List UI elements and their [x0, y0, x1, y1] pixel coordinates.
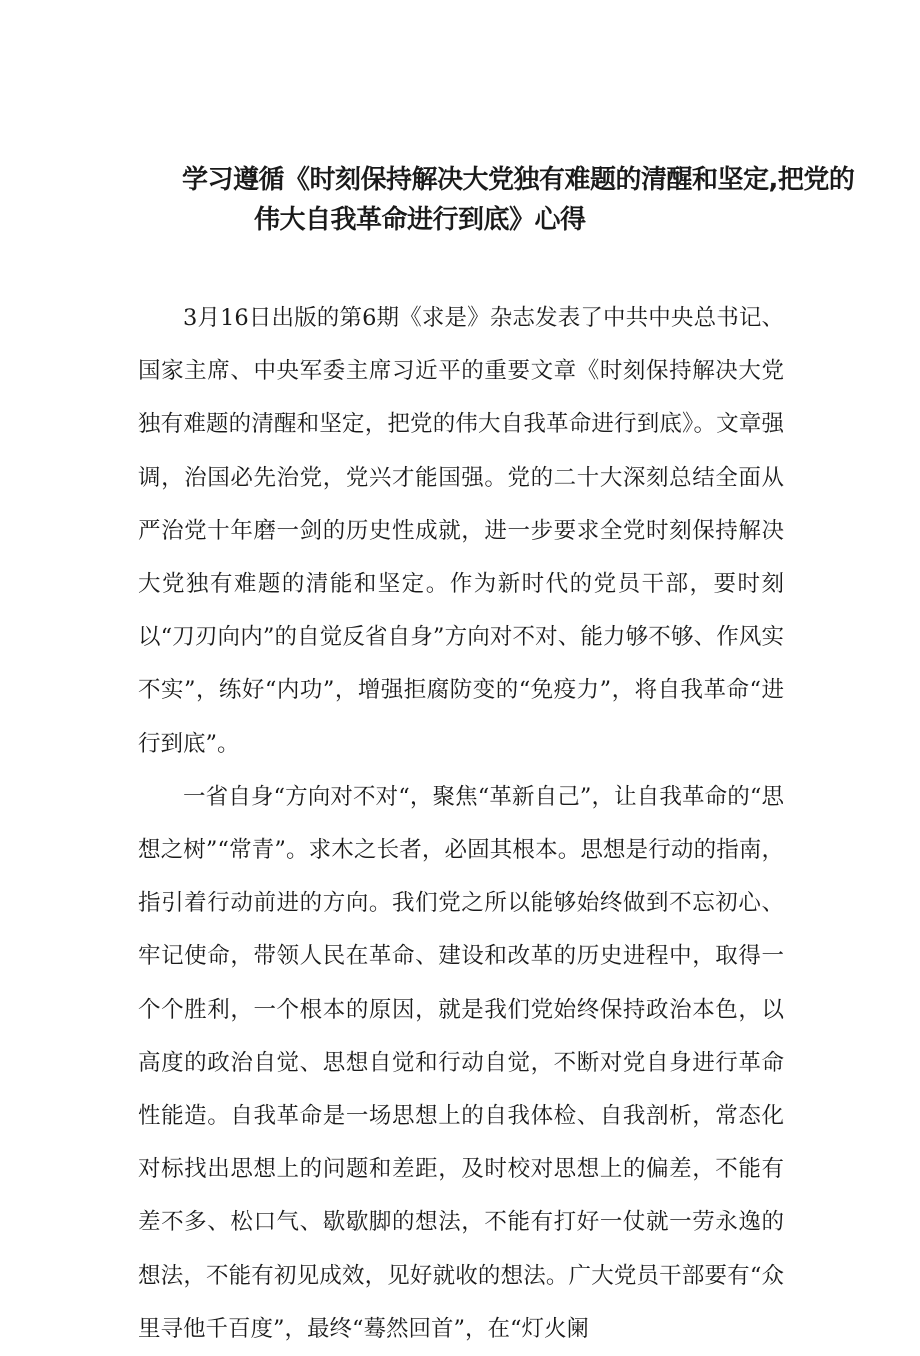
paragraph-2: 一省自身“方向对不对“，聚焦“革新自己”，让自我革命的“思想之树”“常青”。求木之长者，必固其根本。思想是行动的指南，指引着行动前进的方向。我们党之所以能够始终做到不忘初心、牢记使命，带领人民在革命、建设和改革的历史进程中，取得一个个胜利，一个根本的原因，就是我们党始终保持政治本色，以高度的政治自觉、思想自觉和行动自觉，不断对党自身进行革命性能造。自我革命是一场思想上的自我体检、自我剖析，常态化对标找出思想上的问题和差距，及时校对思想上的偏差，不能有差不多、松口气、歇歇脚的想法，不能有打好一仗就一劳永逸的想法，不能有初见成效，见好就收的想法。广大党员干部要有“众里寻他千百度”，最终“蓦然回首”，在“灯火阑 [138, 783, 784, 1342]
document-title [120, 160, 855, 240]
title-line-1: 学习遵循《时刻保持解决大党独有难题的清醒和坚定,把党的 [182, 165, 855, 195]
title-line-2: 伟大自我革命进行到底》心得 [254, 205, 586, 235]
paragraph-1: 3月16日出版的第6期《求是》杂志发表了中共中央总书记、国家主席、中央军委主席习近平的重要文章《时刻保持解决大党独有难题的清醒和坚定，把党的伟大自我革命进行到底》。文章强调，治国必先治党，党兴才能国强。党的二十大深刻总结全面从严治党十年磨一剑的历史性成就，进一步要求全党时刻保持解决大党独有难题的清能和坚定。作为新时代的党员干部，要时刻以“刀刃向内”的自觉反省自身”方向对不对、能力够不够、作风实不实”，练好“内功”，增强拒腐防变的“免疫力”，将自我革命“进行到底”。 [138, 305, 784, 757]
document-body [138, 292, 784, 1356]
